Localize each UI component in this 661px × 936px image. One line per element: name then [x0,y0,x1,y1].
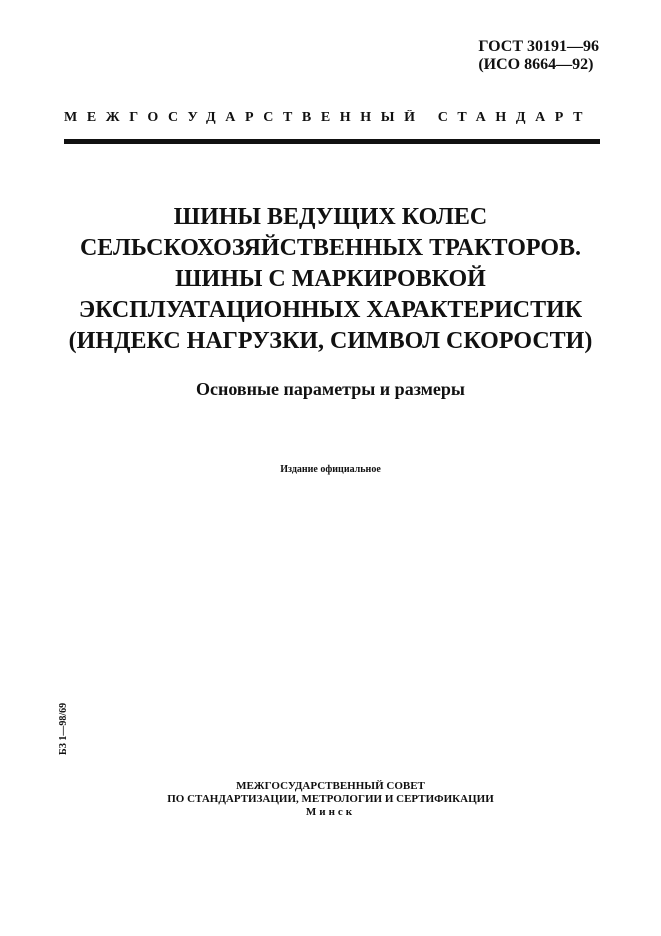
title-line: ШИНЫ ВЕДУЩИХ КОЛЕС [173,204,488,230]
edition-note: Издание официальное [280,464,381,475]
publisher-line: МЕЖГОСУДАРСТВЕННЫЙ СОВЕТ [236,780,425,792]
document-subtitle: Основные параметры и размеры [196,379,465,399]
title-line: ЭКСПЛУАТАЦИОННЫХ ХАРАКТЕРИСТИК [78,297,583,323]
standard-code-iso: (ИСО 8664—92) [478,56,594,73]
publisher-city: Минск [305,806,356,818]
publisher-line: ПО СТАНДАРТИЗАЦИИ, МЕТРОЛОГИИ И СЕРТИФИКАЦИИ [167,793,494,805]
title-line: СЕЛЬСКОХОЗЯЙСТВЕННЫХ ТРАКТОРОВ. [79,235,582,261]
header-rule [64,139,600,144]
title-line: ШИНЫ С МАРКИРОВКОЙ [175,266,486,292]
side-registration-code: БЗ 1—98/69 [58,702,69,755]
document-title [30,202,631,357]
standard-code-gost: ГОСТ 30191—96 [478,38,599,55]
standard-type-banner: МЕЖГОСУДАРСТВЕННЫЙ СТАНДАРТ [64,110,593,125]
publisher-block [30,780,631,819]
title-line: (ИНДЕКС НАГРУЗКИ, СИМВОЛ СКОРОСТИ) [68,328,593,354]
standard-code [478,38,599,74]
